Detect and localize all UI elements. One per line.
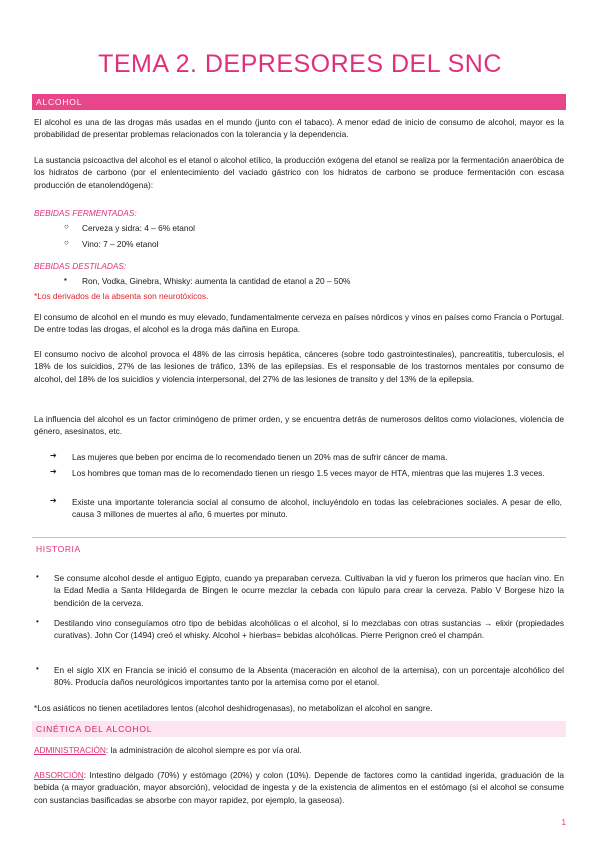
distilled-item: Ron, Vodka, Ginebra, Whisky: aumenta la cantidad de etanol a 20 – 50% <box>82 276 351 286</box>
alcohol-paragraph-4: El consumo nocivo de alcohol provoca el 48% de las cirrosis hepática, cánceres (sobre todo gastrointestinales), pancreatitis, tuberculosis, el 18% de los suicidios, 27% de las lesiones de tráfico, 13% de las epilepsias. Es el responsable de los trastornos mentales por consumo de alcohol, del 18% de los suicidios y violencia interpersonal, del 27% de las lesiones de transito y del 13% de la epilepsia. <box>34 349 564 384</box>
arrow-bullet-icon: ➔ <box>50 467 57 476</box>
circle-bullet-icon: ○ <box>64 222 69 231</box>
page-title: TEMA 2. DEPRESORES DEL SNC <box>98 50 502 78</box>
circle-bullet-icon: ○ <box>64 238 69 247</box>
administracion-text: : la administración de alcohol siempre es por vía oral. <box>105 745 302 755</box>
absorcion-paragraph <box>34 769 564 806</box>
fermented-item: Cerveza y sidra: 4 – 6% etanol <box>82 223 195 233</box>
alcohol-paragraph-2: La sustancia psicoactiva del alcohol es el etanol o alcohol etílico, la producción exógena del etanol se realiza por la fermentación anaeróbica de los hidratos de carbono (por el enlentecimiento del vaciado gástrico con los hidratos de carbono se produce fermentación con escasa producción de etanolendógena): <box>34 155 564 190</box>
alcohol-paragraph-3: El consumo de alcohol en el mundo es muy elevado, fundamentalmente cerveza en países nórdicos y vinos en países como Francia o Portugal. De entre todas las drogas, el alcohol es la droga más dañina en Europa. <box>34 312 564 335</box>
square-bullet-icon: ▪ <box>64 275 67 284</box>
section-divider <box>32 537 566 538</box>
historia-item: En el siglo XIX en Francia se inició el consumo de la Absenta (maceración en alcohol de la artemisa), con un porcentaje alcohólico del 80%. Producía daños neurológicos importantes tanto por la artemisa como por el etanol. <box>54 665 564 688</box>
alcohol-paragraph-5: La influencia del alcohol es un factor criminógeno de primer orden, y se encuentra detrás de numerosos delitos como violaciones, violencia de género, asesinatos, etc. <box>34 414 564 437</box>
section-heading-alcohol: ALCOHOL <box>32 94 566 110</box>
arrow-item: Las mujeres que beben por encima de lo recomendado tienen un 20% mas de sufrir cáncer de mama. <box>72 452 448 462</box>
arrow-item: Los hombres que toman mas de lo recomendado tienen un riesgo 1.5 veces mayor de HTA, mientras que las mujeres 1.3 veces. <box>72 468 545 478</box>
fermented-item: Vino: 7 – 20% etanol <box>82 239 159 249</box>
section-heading-cinetica: CINÉTICA DEL ALCOHOL <box>32 721 566 737</box>
dot-bullet-icon: • <box>36 572 39 581</box>
arrow-item: Existe una importante tolerancia social al consumo de alcohol, incluyéndolo en todas las celebraciones sociales. A pesar de ello, causa 3 millones de muertes al año, 6 muertes por minuto. <box>72 497 562 520</box>
dot-bullet-icon: • <box>36 617 39 626</box>
absinthe-note: *Los derivados de la absenta son neurotóxicos. <box>34 291 209 301</box>
administracion-label: ADMINISTRACIÓN <box>34 745 106 755</box>
historia-item: Se consume alcohol desde el antiguo Egipto, cuando ya preparaban cerveza. Cultivaban la vid y fueron los primeros que hacían vino. En la Edad Media a Santa Hildegarda de Bingen le ocurre mezclar la cebada con lúpulo para crear la cerveza. Pablo V Borgese hizo la bendición de la cerveza. <box>54 573 564 608</box>
dot-bullet-icon: • <box>36 664 39 673</box>
page-number: 1 <box>561 818 566 827</box>
alcohol-paragraph-1: El alcohol es una de las drogas más usadas en el mundo (junto con el tabaco). A menor edad de inicio de consumo de alcohol, mayor es la probabilidad de presentar problemas relacionados con la tolerancia y la dependencia. <box>34 117 564 140</box>
fermented-label: BEBIDAS FERMENTADAS: <box>34 208 137 218</box>
historia-item: Destilando vino conseguíamos otro tipo de bebidas alcohólicas o el alcohol, si lo mezclabas con otras sustancias → elixir (propiedades curativas). John Cor (1494) creó el whisky. Alcohol + hierbas= bebidas alcohólicas. Pierre Perignon creó el champán. <box>54 618 564 641</box>
absorcion-text: : Intestino delgado (70%) y estómago (20%) y colon (10%). Depende de factores como la cantidad ingerida, graduación de la bebida (a mayor graduación, mayor absorción), velocidad de ingesta y de la existencia de alimentos en el estómago (si el alcohol se consume con sustancias basificadas se absorbe con mayor rapidez, por ejemplo, la gaseosa). <box>34 770 564 805</box>
arrow-bullet-icon: ➔ <box>50 451 57 460</box>
section-heading-historia: HISTORIA <box>36 544 81 554</box>
arrow-bullet-icon: ➔ <box>50 496 57 505</box>
distilled-label: BEBIDAS DESTILADAS: <box>34 261 127 271</box>
absorcion-label: ABSORCIÓN <box>34 770 84 780</box>
administracion-paragraph <box>34 744 564 756</box>
historia-note: *Los asiáticos no tienen acetiladores lentos (alcohol deshidrogenasas), no metabolizan el alcohol en sangre. <box>34 703 433 713</box>
